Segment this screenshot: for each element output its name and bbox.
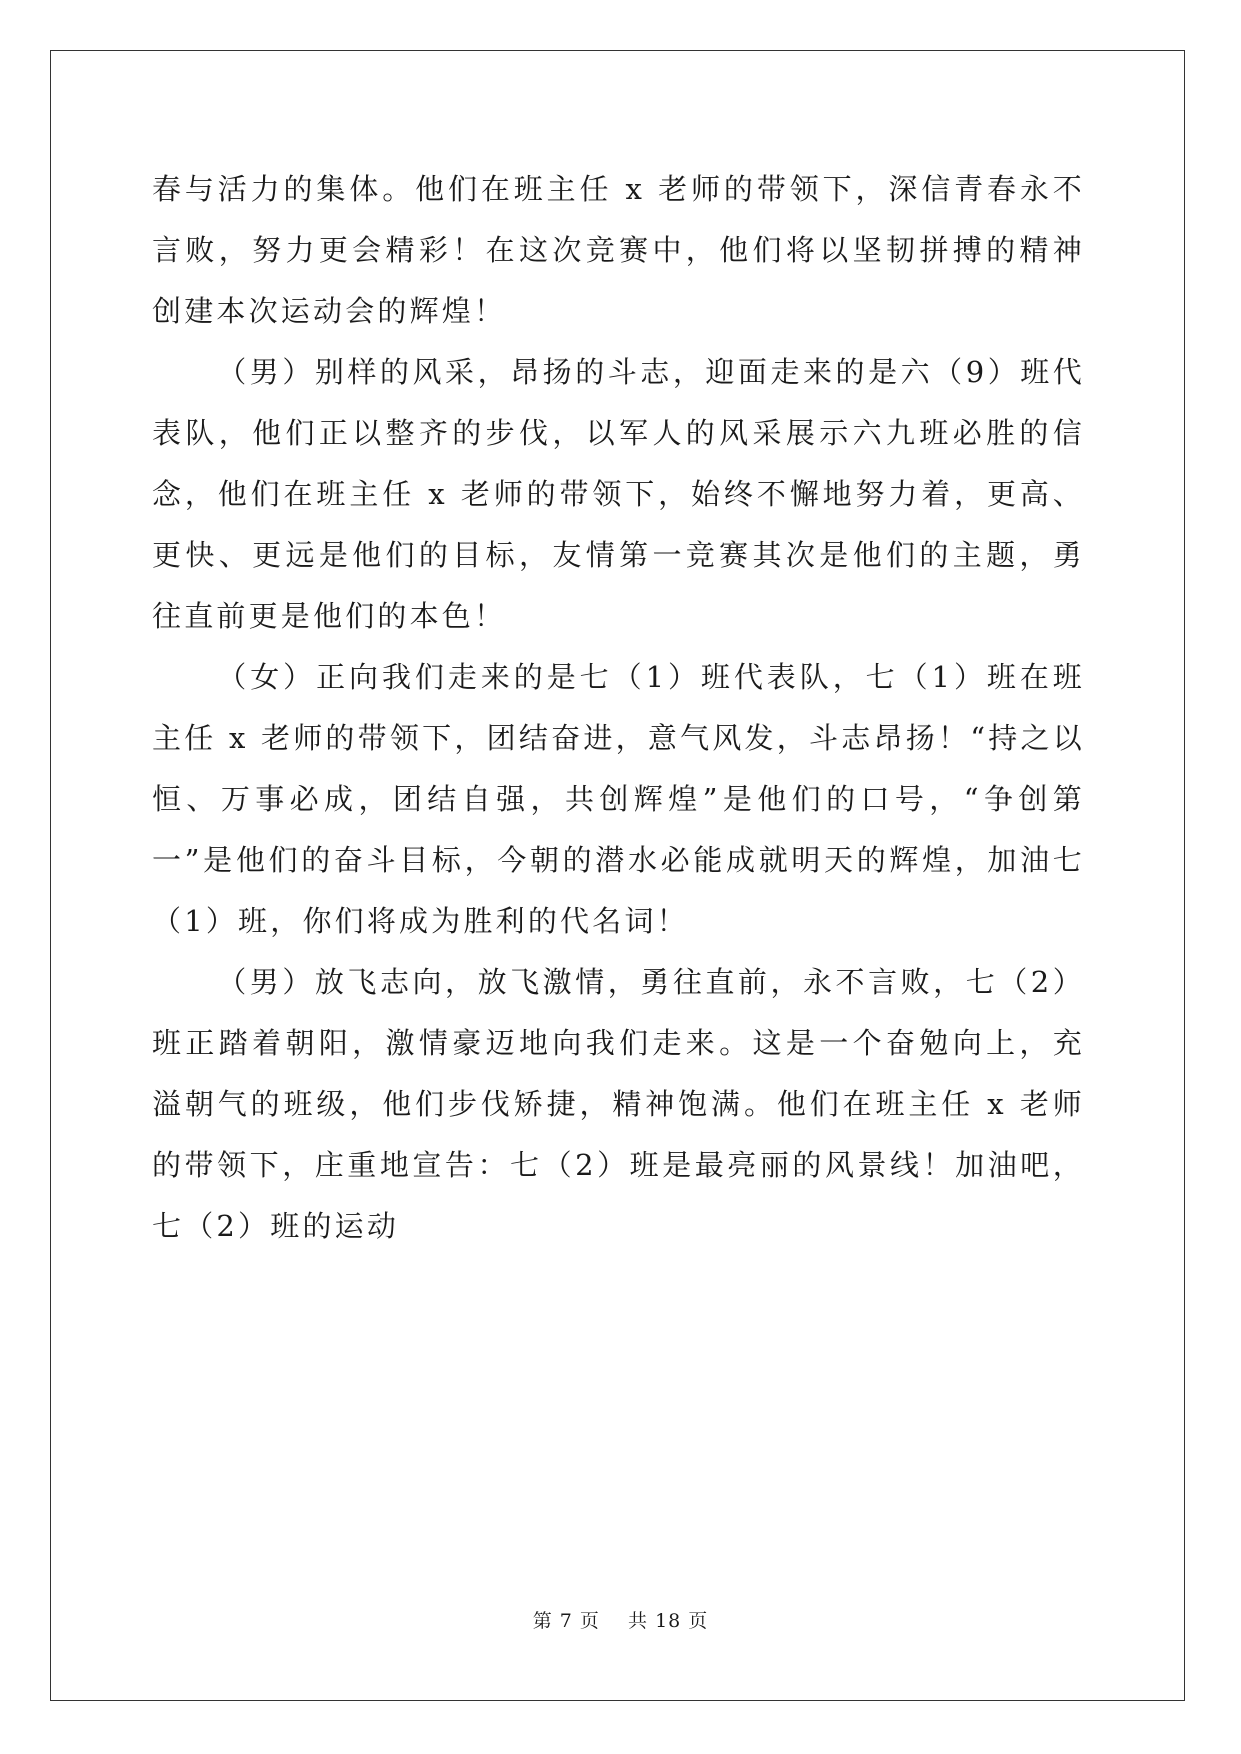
document-body	[152, 159, 1085, 1257]
page-number: 第 7 页	[532, 1610, 600, 1632]
page-total: 共 18 页	[628, 1610, 709, 1632]
paragraph-2: （男）别样的风采，昂扬的斗志，迎面走来的是六（9）班代表队，他们正以整齐的步伐，以军人的风采展示六九班必胜的信念，他们在班主任 x 老师的带领下，始终不懈地努力着，更高、更快、更远是他们的目标，友情第一竞赛其次是他们的主题，勇往直前更是他们的本色！	[152, 355, 1085, 633]
paragraph-4: （男）放飞志向，放飞激情，勇往直前，永不言败，七（2）班正踏着朝阳，激情豪迈地向我们走来。这是一个奋勉向上，充溢朝气的班级，他们步伐矫捷，精神饱满。他们在班主任 x 老师的带领下，庄重地宣告：七（2）班是最亮丽的风景线！加油吧，七（2）班的运动	[152, 965, 1085, 1243]
paragraph-3: （女）正向我们走来的是七（1）班代表队，七（1）班在班主任 x 老师的带领下，团结奋进，意气风发，斗志昂扬！“持之以恒、万事必成，团结自强，共创辉煌”是他们的口号，“争创第一”是他们的奋斗目标，今朝的潜水必能成就明天的辉煌，加油七（1）班，你们将成为胜利的代名词！	[152, 660, 1085, 938]
page-footer	[0, 1606, 1241, 1633]
paragraph-1: 春与活力的集体。他们在班主任 x 老师的带领下，深信青春永不言败，努力更会精彩！在这次竞赛中，他们将以坚韧拼搏的精神创建本次运动会的辉煌！	[152, 172, 1085, 328]
